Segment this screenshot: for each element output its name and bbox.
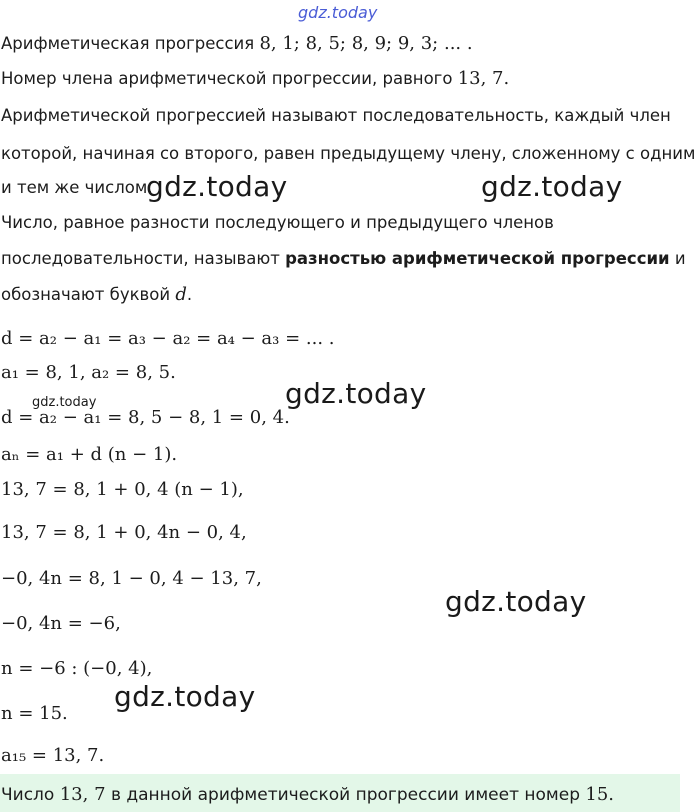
difference-text-a: последовательности, называют bbox=[1, 249, 286, 268]
question-label: Номер члена арифметической прогрессии, равного bbox=[1, 69, 458, 88]
watermark-small: gdz.today bbox=[32, 395, 97, 410]
question-value: 13, 7. bbox=[457, 68, 510, 89]
difference-text-b: и bbox=[669, 249, 686, 268]
formula-difference-definition: d = a₂ − a₁ = a₃ − a₂ = a₄ − a₃ = ... . bbox=[1, 328, 335, 349]
definition-line-3: и тем же числом. bbox=[1, 178, 153, 197]
definition-line-1: Арифметической прогрессией называют последовательность, каждый член bbox=[1, 106, 671, 125]
question-line bbox=[1, 68, 509, 90]
watermark-1: gdz.today bbox=[146, 170, 288, 203]
answer-banner bbox=[0, 774, 680, 812]
watermark-3: gdz.today bbox=[285, 377, 427, 410]
answer-text-a: Число bbox=[1, 785, 60, 805]
difference-symbol: d bbox=[175, 284, 187, 305]
difference-line-2 bbox=[1, 248, 686, 270]
sequence-values: 8, 1; 8, 5; 8, 9; 9, 3; ... . bbox=[259, 33, 473, 54]
answer-line bbox=[1, 784, 614, 806]
equation-step-3: −0, 4n = 8, 1 − 0, 4 − 13, 7, bbox=[1, 568, 262, 589]
difference-line-1: Число, равное разности последующего и предыдущего членов bbox=[1, 213, 554, 232]
equation-check: a₁₅ = 13, 7. bbox=[1, 745, 105, 766]
difference-line-3 bbox=[1, 284, 192, 306]
answer-text-b: в данной арифметической прогрессии имеет номер bbox=[105, 785, 586, 805]
difference-symbol-dot: . bbox=[186, 285, 193, 304]
answer-number: 13, 7 bbox=[59, 784, 106, 805]
formula-nth-term: aₙ = a₁ + d (n − 1). bbox=[1, 444, 178, 465]
equation-step-5: n = −6 : (−0, 4), bbox=[1, 658, 153, 679]
formula-first-terms: a₁ = 8, 1, a₂ = 8, 5. bbox=[1, 362, 176, 383]
watermark-5: gdz.today bbox=[114, 680, 256, 713]
watermark-2: gdz.today bbox=[481, 170, 623, 203]
sequence-line bbox=[1, 33, 473, 55]
sequence-label: Арифметическая прогрессия bbox=[1, 34, 260, 53]
watermark-top: gdz.today bbox=[298, 3, 378, 22]
equation-step-2: 13, 7 = 8, 1 + 0, 4n − 0, 4, bbox=[1, 522, 247, 543]
difference-term: разностью арифметической прогрессии bbox=[285, 249, 670, 268]
difference-symbol-text: обозначают буквой bbox=[1, 285, 176, 304]
equation-step-1: 13, 7 = 8, 1 + 0, 4 (n − 1), bbox=[1, 479, 244, 500]
definition-line-2: которой, начиная со второго, равен предыдущему члену, сложенному с одним bbox=[1, 144, 695, 163]
formula-difference-value: d = a₂ − a₁ = 8, 5 − 8, 1 = 0, 4. bbox=[1, 407, 290, 428]
watermark-4: gdz.today bbox=[445, 585, 587, 618]
equation-result: n = 15. bbox=[1, 703, 68, 724]
answer-index: 15. bbox=[585, 784, 615, 805]
equation-step-4: −0, 4n = −6, bbox=[1, 613, 121, 634]
